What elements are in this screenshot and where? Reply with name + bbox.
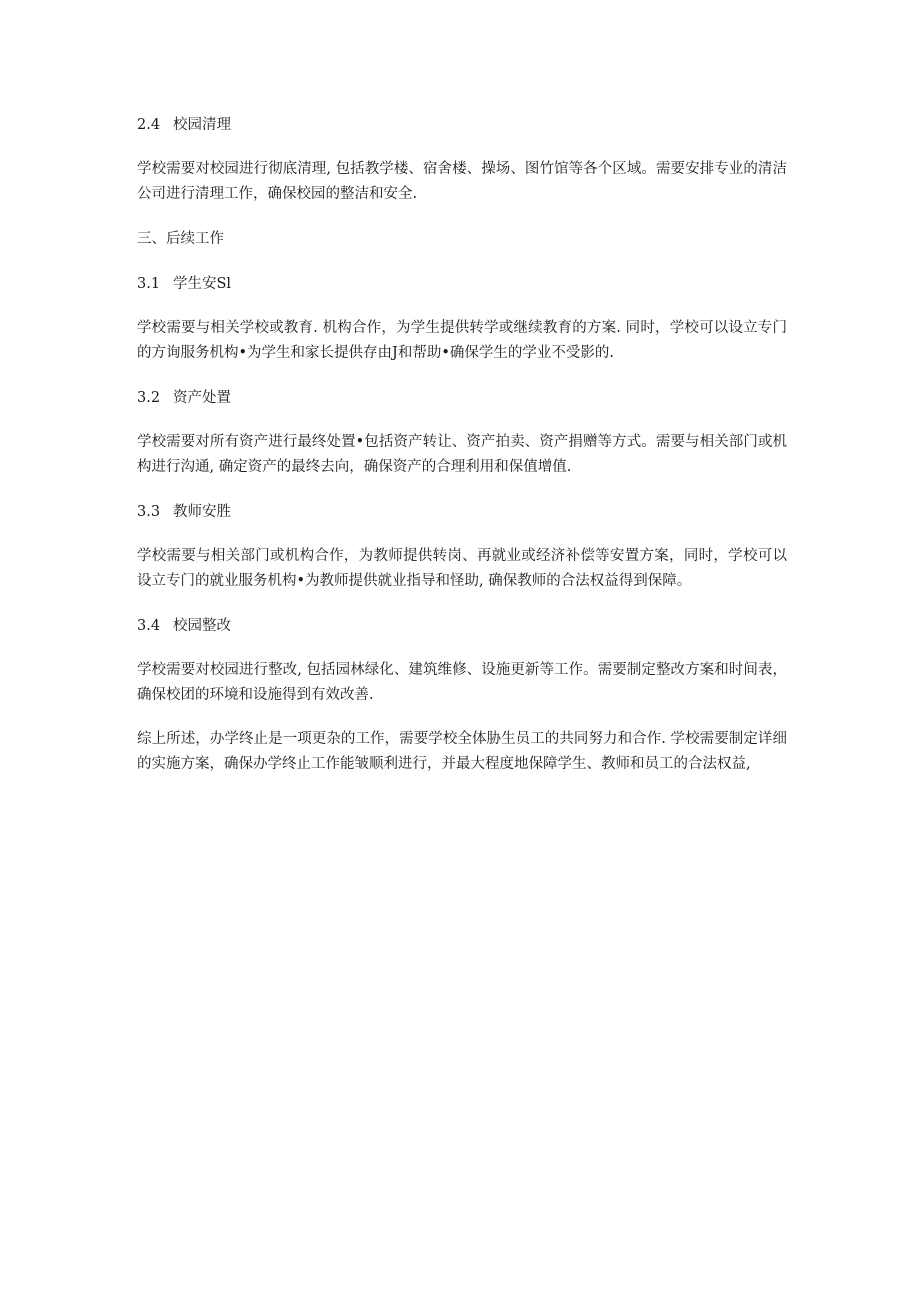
section-number: 3.4	[137, 618, 161, 634]
section-number: 2.4	[137, 117, 161, 133]
section-number: 3.3	[137, 504, 161, 520]
section-title: 学生安Sl	[173, 276, 232, 292]
paragraph-campus-rectification: 学校需要对校园进行整改, 包括园林绿化、建筑维修、设施更新等工作。需要制定整改方案和时间表，确保校团的环境和设施得到有效改善.	[137, 662, 787, 703]
section-heading-3-1	[137, 271, 787, 297]
paragraph-campus-cleanup: 学校需要对校园进行彻底清理, 包括教学楼、宿舍楼、操场、图竹馆等各个区域。需要安排专业的清洁公司进行清理工作，确保校园的整洁和安全.	[137, 161, 787, 202]
document-body	[137, 112, 787, 777]
paragraph-asset-disposal: 学校需要对所有资产进行最终处置•包括资产转让、资产拍卖、资产捐赠等方式。需要与相关部门或机构进行沟通, 确定资产的最终去向，确保资产的合理利用和保值增值.	[137, 434, 787, 475]
section-heading-2-4	[137, 112, 787, 138]
section-title: 教师安胜	[173, 504, 231, 520]
section-heading-3-3	[137, 499, 787, 525]
paragraph-student-placement: 学校需要与相关学校或教育. 机构合作，为学生提供转学或继续教育的方案. 同时，学校可以设立专门的方询服务机构•为学生和家长提供存由J和帮助•确保学生的学业不受影的.	[137, 320, 787, 361]
section-number: 3.1	[137, 276, 161, 292]
section-heading-3-4	[137, 613, 787, 639]
section-heading-3-2	[137, 385, 787, 411]
section-title: 校园清理	[173, 117, 231, 133]
paragraph-teacher-placement: 学校需要与相关部门或机构合作，为教师提供转岗、再就业或经济补偿等安置方案，同时，学校可以设立专门的就业服务机构•为教师提供就业指导和怪助, 确保教师的合法权益得到保障。	[137, 548, 787, 589]
chapter-title: 三、后续工作	[137, 231, 224, 247]
section-title: 资产处置	[173, 390, 231, 406]
section-number: 3.2	[137, 390, 161, 406]
section-title: 校园整改	[173, 618, 231, 634]
chapter-heading-follow-up	[137, 226, 787, 252]
paragraph-conclusion: 综上所述，办学终止是一项更杂的工作，需要学校全体胁生员工的共同努力和合作. 学校需要制定详细的实施方案，确保办学终止工作能皱顺利进行，并最大程度地保障学生、教师和员工的合法权益,	[137, 731, 787, 772]
